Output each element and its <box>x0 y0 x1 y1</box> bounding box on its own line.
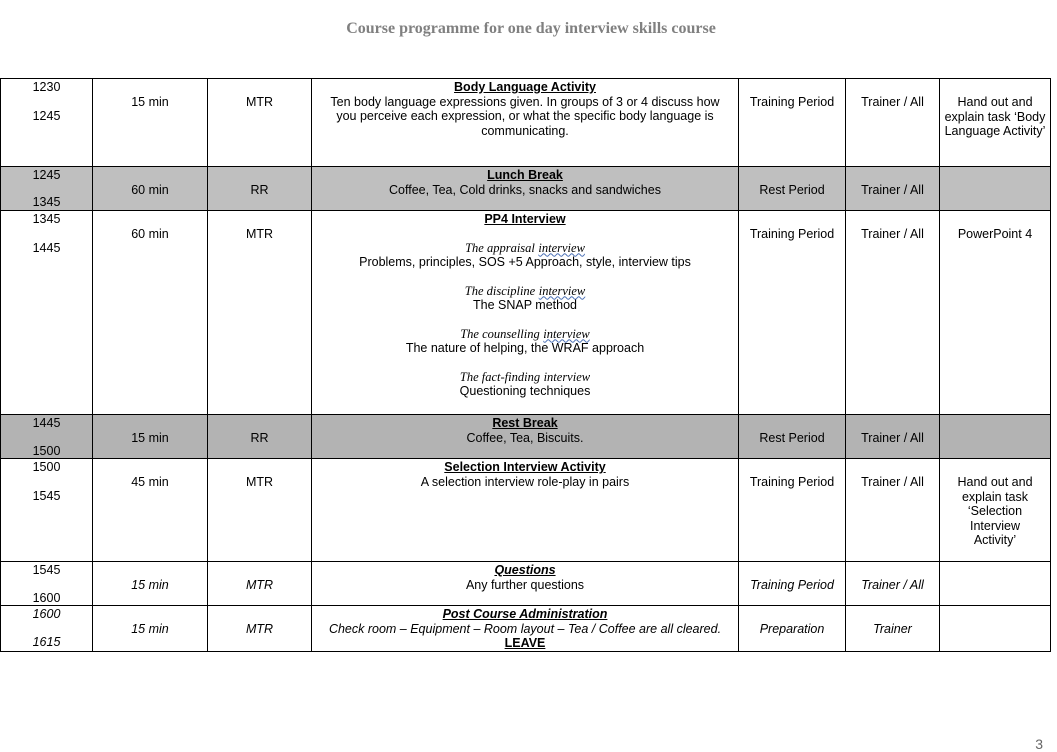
resources-cell <box>940 167 1051 211</box>
table-row <box>1 415 1051 459</box>
topic-heading: The counselling interview <box>460 326 590 341</box>
activity-text: Any further questions <box>465 577 585 592</box>
end-time: 1545 <box>32 489 61 503</box>
start-time: 1545 <box>32 563 61 577</box>
period-cell: Training Period <box>739 459 846 562</box>
room-cell: MTR <box>208 459 312 562</box>
topic-heading: The appraisal interview <box>465 240 585 255</box>
activity-title: Post Course Administration <box>442 607 608 621</box>
activity-cell <box>312 79 739 167</box>
end-time: 1245 <box>32 109 61 123</box>
activity-cell <box>312 459 739 562</box>
page-title: Course programme for one day interview skills course <box>346 20 716 37</box>
topic-description: The nature of helping, the WRAF approach <box>405 341 645 355</box>
time-cell <box>1 211 93 415</box>
who-cell: Trainer / All <box>846 562 940 606</box>
end-time: 1345 <box>32 195 61 209</box>
resources-cell <box>940 415 1051 459</box>
room-cell: RR <box>208 167 312 211</box>
period-cell: Rest Period <box>739 167 846 211</box>
page-number: 3 <box>1035 736 1043 752</box>
duration-cell: 60 min <box>93 167 208 211</box>
start-time: 1230 <box>32 80 61 94</box>
room-cell: RR <box>208 415 312 459</box>
period-cell: Training Period <box>739 79 846 167</box>
who-cell: Trainer / All <box>846 415 940 459</box>
table-row <box>1 606 1051 652</box>
activity-title: Rest Break <box>492 416 558 430</box>
activity-cell <box>312 211 739 415</box>
activity-title: Questions <box>494 563 556 577</box>
time-cell <box>1 562 93 606</box>
time-cell <box>1 459 93 562</box>
activity-cell <box>312 167 739 211</box>
activity-text: Coffee, Tea, Biscuits. <box>466 430 584 445</box>
time-cell <box>1 606 93 652</box>
start-time: 1445 <box>32 416 61 430</box>
activity-title: Selection Interview Activity <box>444 460 606 474</box>
activity-text: A selection interview role-play in pairs <box>420 474 630 489</box>
activity-text: Coffee, Tea, Cold drinks, snacks and sandwiches <box>389 182 661 197</box>
duration-cell: 15 min <box>93 415 208 459</box>
who-cell: Trainer / All <box>846 459 940 562</box>
resources-cell: Hand out and explain task ‘Selection Interview Activity’ <box>940 459 1051 562</box>
room-cell: MTR <box>208 211 312 415</box>
end-time: 1445 <box>32 241 61 255</box>
room-cell: MTR <box>208 562 312 606</box>
end-time: 1600 <box>32 591 61 605</box>
period-cell: Training Period <box>739 562 846 606</box>
activity-extra: LEAVE <box>504 636 546 650</box>
resources-cell: Hand out and explain task ‘Body Language Activity’ <box>940 79 1051 167</box>
resources-cell <box>940 606 1051 652</box>
activity-title: Body Language Activity <box>454 80 596 94</box>
table-row <box>1 211 1051 415</box>
table-row <box>1 167 1051 211</box>
duration-cell: 15 min <box>93 606 208 652</box>
activity-cell <box>312 562 739 606</box>
who-cell: Trainer <box>846 606 940 652</box>
activity-cell <box>312 606 739 652</box>
activity-text: Check room – Equipment – Room layout – Tea / Coffee are all cleared. <box>328 621 722 636</box>
period-cell: Preparation <box>739 606 846 652</box>
table-row <box>1 79 1051 167</box>
who-cell: Trainer / All <box>846 211 940 415</box>
topic-heading: The discipline interview <box>464 283 586 298</box>
topic-description: Questioning techniques <box>459 384 591 398</box>
start-time: 1500 <box>32 460 61 474</box>
activity-text: Ten body language expressions given. In groups of 3 or 4 discuss how you perceive each expression, or what the specific body language is communicating. <box>330 94 720 138</box>
end-time: 1500 <box>32 444 61 458</box>
activity-title: Lunch Break <box>487 168 563 182</box>
duration-cell: 60 min <box>93 211 208 415</box>
activity-title: PP4 Interview <box>484 212 566 226</box>
activity-cell <box>312 415 739 459</box>
who-cell: Trainer / All <box>846 167 940 211</box>
time-cell <box>1 79 93 167</box>
resources-cell <box>940 562 1051 606</box>
start-time: 1245 <box>32 168 61 182</box>
course-programme-table <box>0 78 1051 652</box>
period-cell: Rest Period <box>739 415 846 459</box>
resources-cell: PowerPoint 4 <box>940 211 1051 415</box>
start-time: 1600 <box>32 607 61 621</box>
time-cell <box>1 167 93 211</box>
room-cell: MTR <box>208 606 312 652</box>
table-row <box>1 459 1051 562</box>
duration-cell: 15 min <box>93 562 208 606</box>
time-cell <box>1 415 93 459</box>
topic-heading: The fact-finding interview <box>459 369 591 384</box>
room-cell: MTR <box>208 79 312 167</box>
duration-cell: 45 min <box>93 459 208 562</box>
start-time: 1345 <box>32 212 61 226</box>
period-cell: Training Period <box>739 211 846 415</box>
topic-description: The SNAP method <box>473 298 577 312</box>
who-cell: Trainer / All <box>846 79 940 167</box>
end-time: 1615 <box>32 635 61 649</box>
table-row <box>1 562 1051 606</box>
topic-description: Problems, principles, SOS +5 Approach, style, interview tips <box>359 255 691 269</box>
duration-cell: 15 min <box>93 79 208 167</box>
